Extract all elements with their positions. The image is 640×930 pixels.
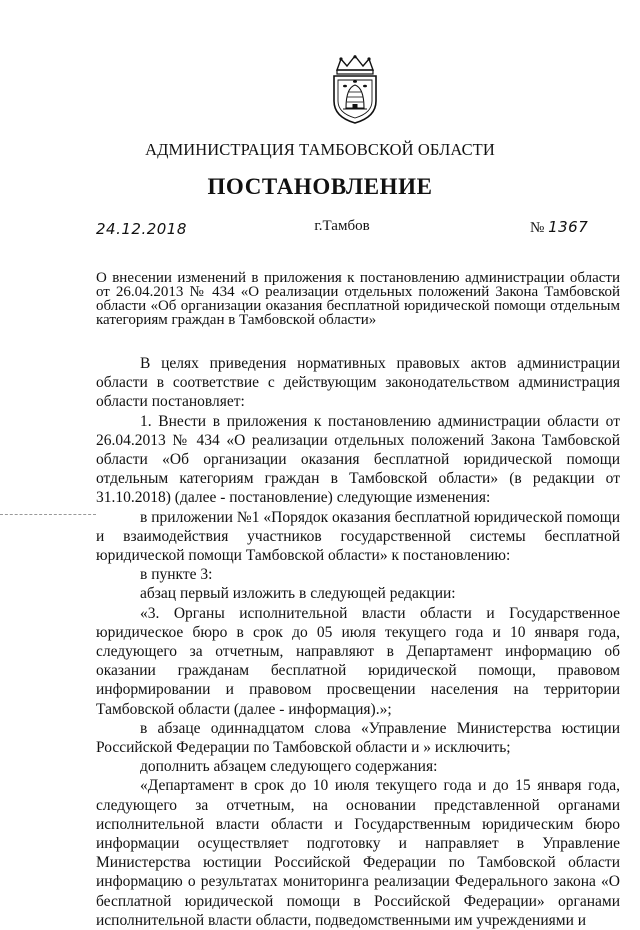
document-city: г.Тамбов (314, 218, 370, 234)
paragraph: 1. Внести в приложения к постановлению администрации области от 26.04.2013 № 434 «О реализации отдельных положений Закона Тамбовской области «Об организации оказания бесплатной юридической помощи отдельным категориям граждан в Тамбовской области» (в редакции от 31.10.2018) (далее - постановление) следующие изменения: (96, 412, 620, 507)
paragraph: «Департамент в срок до 10 июля текущего года и до 15 января года, следующего за отчетным, на основании представленной органами исполнительной власти области и Государственным юридическим бюро информации осуществляет подготовку и направляет в Управление Министерства юстиции Российской Федерации по Тамбовской области информацию о результатах мониторинга реализации Федерального закона «О бесплатной юридической помощи в Российской Федерации» органами исполнительной власти области, подведомственными им учреждениями и (96, 777, 620, 929)
paragraph: в абзаце одиннадцатом слова «Управление Министерства юстиции Российской Федерации по Тамбовской области и » исключить; (96, 719, 620, 757)
paragraph: в приложении №1 «Порядок оказания бесплатной юридической помощи и взаимодействия участников государственной системы бесплатной юридической помощи Тамбовской области» к постановлению: (96, 508, 620, 565)
tambov-coat-of-arms-icon (329, 55, 381, 125)
document-body (96, 354, 620, 930)
scan-artifact-line (0, 514, 96, 515)
document-subject: О внесении изменений в приложения к постановлению администрации области от 26.04.2013 № 434 «О реализации отдельных положений Закона Тамбовской области «Об организации оказания бесплатной юридической помощи отдельным категориям граждан в Тамбовской области» (96, 270, 620, 328)
paragraph: в пункте 3: (140, 566, 213, 584)
document-type-title: ПОСТАНОВЛЕНИЕ (207, 174, 433, 199)
paragraph: «3. Органы исполнительной власти области и Государственное юридическое бюро в срок до 05 июля текущего года и 10 января года, следующего за отчетным, направляют в Департамент информацию об оказании гражданам бесплатной юридической помощи, правовом информировании и правовом просвещении населения на территории Тамбовской области (далее - информация).»; (96, 604, 620, 718)
paragraph: абзац первый изложить в следующей редакции: (140, 585, 456, 603)
number-sign: № (530, 220, 545, 236)
document-number-value: 1367 (548, 218, 589, 236)
document-number (530, 218, 588, 237)
issuing-authority: АДМИНИСТРАЦИЯ ТАМБОВСКОЙ ОБЛАСТИ (145, 140, 495, 159)
paragraph: В целях приведения нормативных правовых актов администрации области в соответствие с действующим законодательством администрация области постановляет: (96, 355, 620, 411)
paragraph: дополнить абзацем следующего содержания: (140, 758, 438, 776)
document-date: 24.12.2018 (96, 220, 187, 238)
